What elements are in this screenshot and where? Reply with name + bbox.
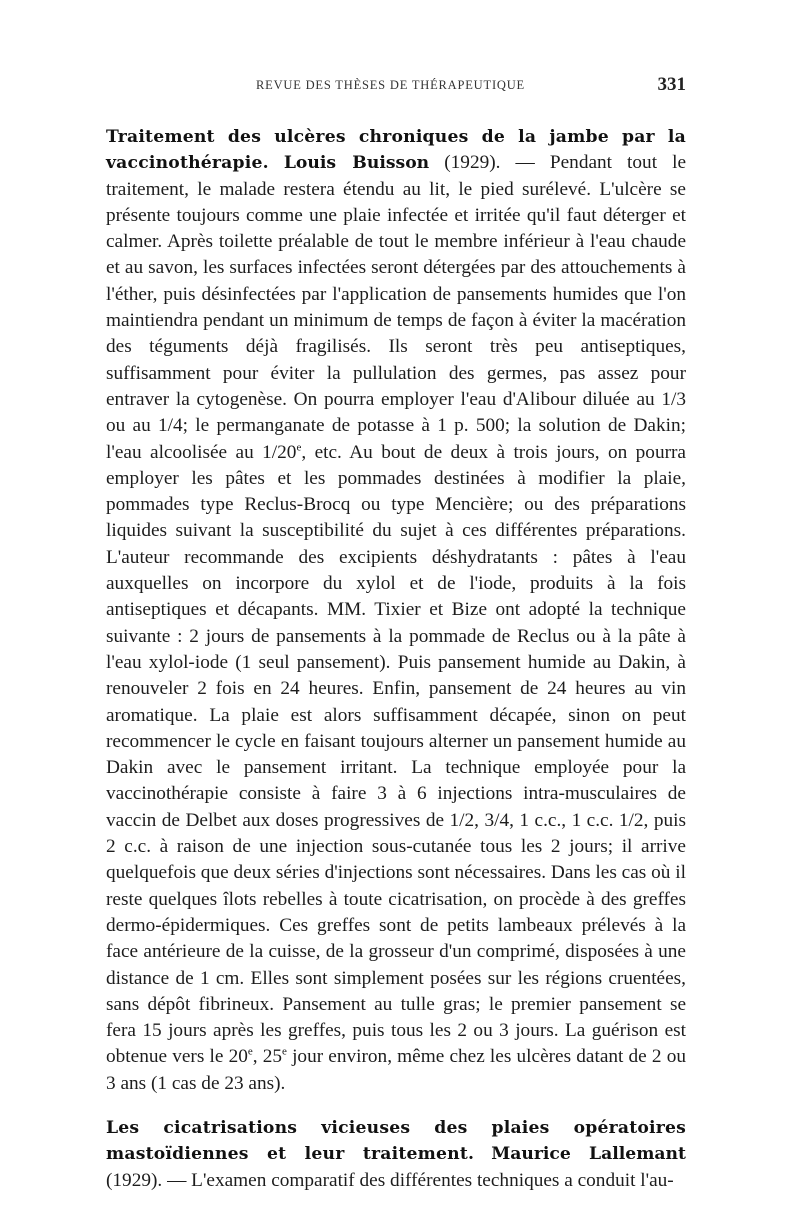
- article-title: Les cicatrisations vicieuses des plaies opératoires mastoïdiennes et leur traitement.: [106, 1117, 686, 1165]
- article-body: Pendant tout le traitement, le malade restera étendu au lit, le pied surélevé. L'ulcère se présente toujours comme une plaie infectée et irritée qu'il faut déterger et calmer. Après toilette préalable de tout le membre inférieur à l'eau chaude et au savon, les surfaces infectées seront détergées par des attouchements à l'éther, puis désinfectées par l'application de pansements humides que l'on maintiendra pendant un minimum de temps de façon à éviter la macération des téguments déjà fragilisés. Ils seront très peu antiseptiques, suffisamment pour éviter la pullulation des germes, pas assez pour entraver la cytogenèse. On pourra employer l'eau d'Alibour diluée au 1/3 ou au 1/4; le permanganate de potasse à 1 p. 500; la solution de Dakin; l'eau alcoolisée au 1/20: [106, 152, 687, 463]
- article-body: , etc. Au bout de deux à trois jours, on pourra employer les pâtes et les pommades destinées à modifier la plaie, pommades type Reclus-Brocq ou type Mencière; ou des préparations liquides suivant la susceptibilité du sujet à ces différentes préparations. L'auteur recommande des excipients déshydratants : pâtes à l'eau auxquelles on incorpore du xylol et de l'iode, produits à la fois antiseptiques et décapants. MM. Tixier et Bize ont adopté la technique suivante : 2 jours de pansements à la pommade de Reclus ou à la pâte à l'eau xylol-iode (1 seul pansement). Puis pansement humide au Dakin, à renouveler 2 fois en 24 heures. Enfin, pansement de 24 heures au vin aromatique. La plaie est alors suffisamment décapée, sinon on peut recommencer le cycle en faisant toujours alterner un pansement humide au Dakin avec le pansement irritant. La technique employée pour la vaccinothérapie consiste à faire 3 à 6 injections intra-musculaires de vaccin de Delbet aux doses progressives de 1/2, 3/4, 1 c.c., 1 c.c. 1/2, puis 2 c.c. à raison de une injection sous-cutanée tous les 2 jours; il arrive quelquefois que deux séries d'injections sont nécessaires. Dans les cas où il reste quelques îlots rebelles à toute cicatrisation, on procède à des greffes dermo-épidermiques. Ces greffes sont de petits lambeaux prélevés à la face antérieure de la cuisse, de la grosseur d'un comprimé, disposées à une distance de 1 cm. Elles sont simplement posées sur les régions cruentées, sans dépôt fibrineux. Pansement au tulle gras; le premier pansement se fera 15 jours après les greffes, puis tous les 2 ou 3 jours. La guérison est obtenue vers le 20: [106, 441, 686, 1068]
- article-paragraph: [106, 1115, 686, 1194]
- article-body: , 25: [252, 1046, 283, 1068]
- journal-title: REVUE DES THÈSES DE THÉRAPEUTIQUE: [256, 78, 525, 92]
- article-body: jour environ, même chez les ulcères datant de 2 ou 3 ans (1 cas de 23 ans).: [106, 1046, 686, 1094]
- superscript: e: [247, 1045, 253, 1058]
- page: [106, 72, 686, 1194]
- running-head: [106, 72, 686, 102]
- superscript: e: [296, 441, 302, 454]
- superscript: e: [282, 1045, 287, 1058]
- article-paragraph: [106, 124, 686, 1097]
- page-number: 331: [657, 74, 686, 95]
- article-cicatrisations: [106, 1115, 686, 1194]
- article-author: Louis Buisson: [283, 153, 430, 174]
- article-dash: —: [167, 1169, 187, 1191]
- article-year: (1929).: [106, 1169, 163, 1191]
- article-title: Traitement des ulcères chroniques de la jambe par la vaccinothérapie.: [106, 127, 686, 174]
- article-ulceres: [106, 124, 686, 1097]
- article-body: L'examen comparatif des différentes techniques a conduit l'au-: [191, 1169, 674, 1191]
- article-author: Maurice Lallemant: [491, 1144, 686, 1165]
- article-year: (1929).: [444, 152, 501, 174]
- article-dash: —: [515, 152, 535, 174]
